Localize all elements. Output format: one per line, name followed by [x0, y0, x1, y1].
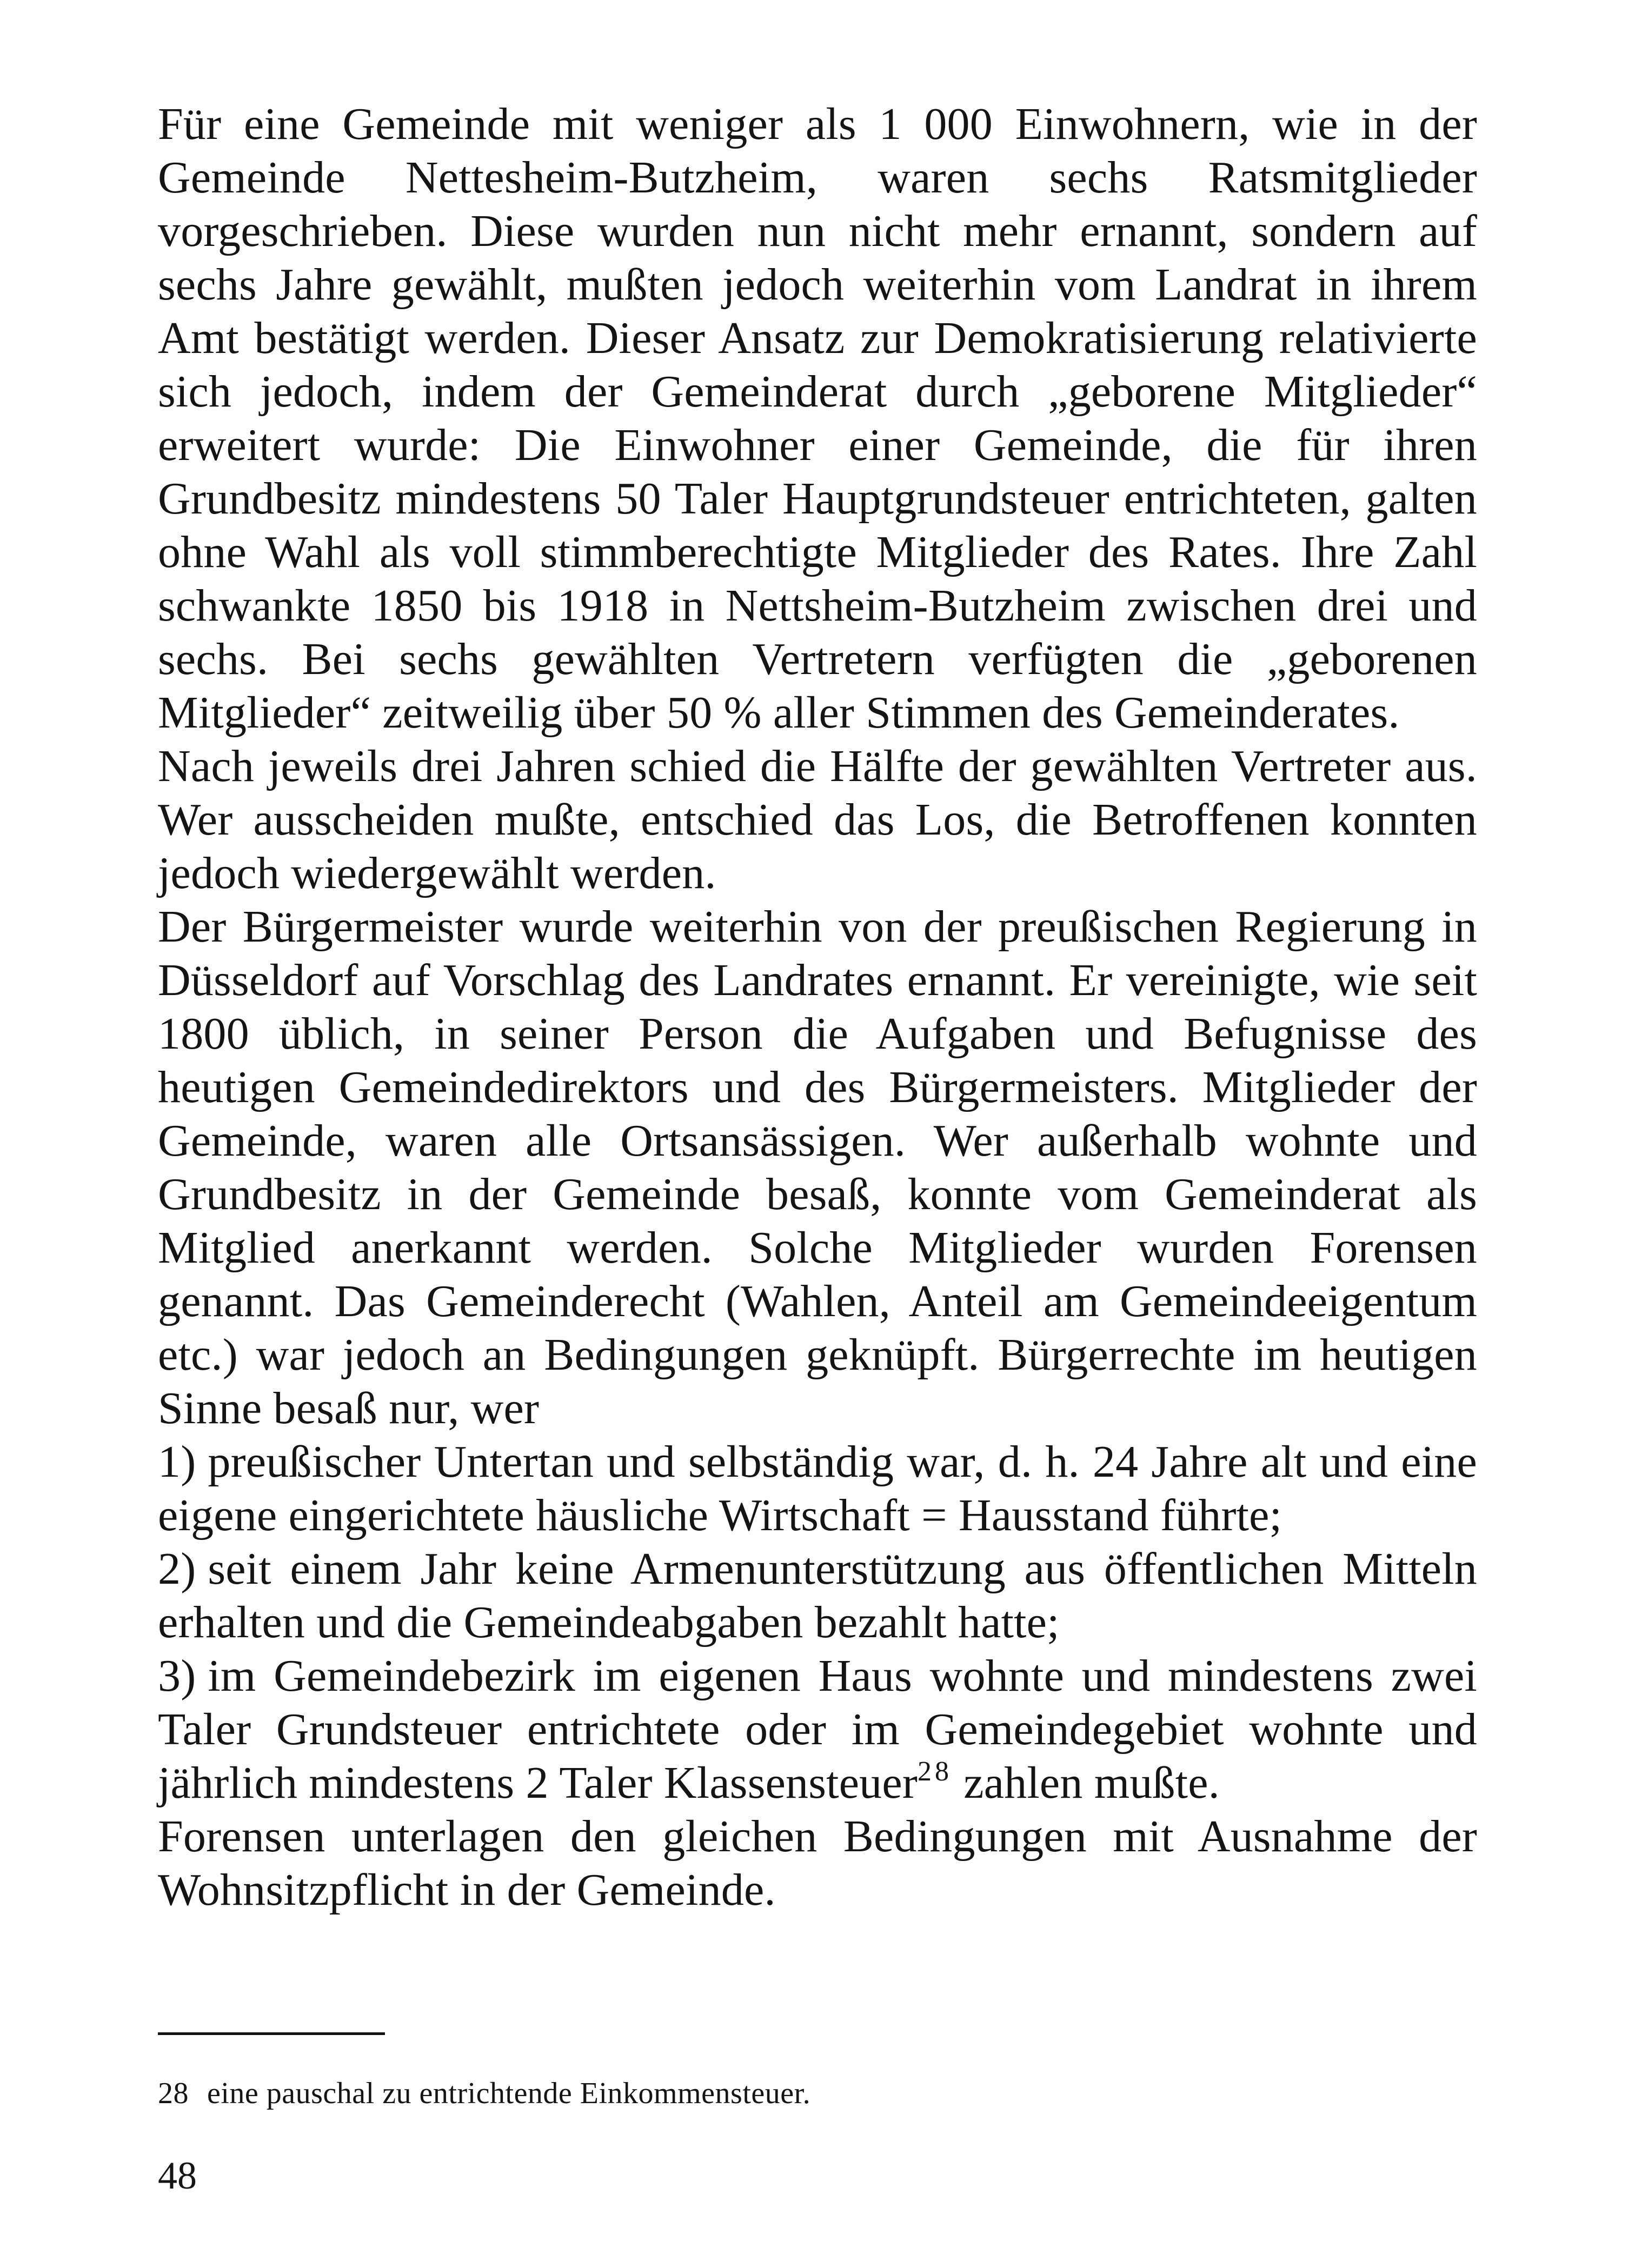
footnote [158, 2074, 810, 2112]
footnote-reference: 28 [918, 1756, 953, 1787]
list-item-1 [158, 1435, 1477, 1542]
list-number: 3) [158, 1651, 196, 1701]
footnote-number: 28 [158, 2077, 189, 2110]
list-item-text: seit einem Jahr keine Armenunterstützung aus öffentlichen Mitteln erhalten und die Gemeindeabgaben bezahlt hatte; [158, 1544, 1477, 1647]
paragraph-1: Für eine Gemeinde mit weniger als 1 000 Einwohnern, wie in der Gemeinde Nettesheim-Butzheim, waren sechs Ratsmitglieder vorgeschrieben. Diese wurden nun nicht mehr ernannt, sondern auf sechs Jahre gewählt, mußten jedoch weiterhin vom Landrat in ihrem Amt bestätigt werden. Dieser Ansatz zur Demokratisierung relativierte sich jedoch, indem der Gemeinderat durch „geborene Mitglieder“ erweitert wurde: Die Einwohner einer Gemeinde, die für ihren Grundbesitz mindestens 50 Taler Hauptgrundsteuer entrichteten, galten ohne Wahl als voll stimmberechtigte Mitglieder des Rates. Ihre Zahl schwankte 1850 bis 1918 in Nettsheim-Butzheim zwischen drei und sechs. Bei sechs gewählten Vertretern verfügten die „geborenen Mitglieder“ zeitweilig über 50 % aller Stimmen des Gemeinderates. [158, 99, 1477, 738]
page-number: 48 [158, 2154, 197, 2197]
list-item-text: im Gemeindebezirk im eigenen Haus wohnte und mindestens zwei Taler Grundsteuer entrichtete oder im Gemeindegebiet wohnte und jährlich mindestens 2 Taler Klassensteuer [158, 1651, 1477, 1808]
list-item-3 [158, 1649, 1477, 1810]
list-item-text: preußischer Untertan und selbständig war, d. h. 24 Jahre alt und eine eigene eingerichtete häusliche Wirtschaft = Hausstand führte; [158, 1437, 1477, 1540]
list-number: 2) [158, 1544, 196, 1594]
footnote-divider [158, 2032, 385, 2035]
main-text [158, 97, 1477, 1917]
list-number: 1) [158, 1437, 196, 1487]
paragraph-3: Der Bürgermeister wurde weiterhin von der preußischen Regierung in Düsseldorf auf Vorschlag des Landrates ernannt. Er vereinigte, wie seit 1800 üblich, in seiner Person die Aufgaben und Befugnisse des heutigen Gemeindedirektors und des Bürgermeisters. Mitglieder der Gemeinde, waren alle Ortsansässigen. Wer außerhalb wohnte und Grundbesitz in der Gemeinde besaß, konnte vom Gemeinderat als Mitglied anerkannt werden. Solche Mitglieder wurden Forensen genannt. Das Gemeinderecht (Wahlen, Anteil am Gemeindeeigentum etc.) war jedoch an Bedingungen geknüpft. Bürgerrechte im heutigen Sinne besaß nur, wer [158, 902, 1477, 1433]
list-item-2 [158, 1542, 1477, 1649]
paragraph-closing: Forensen unterlagen den gleichen Bedingungen mit Ausnahme der Wohnsitzpflicht in der Gemeinde. [158, 1811, 1477, 1915]
paragraph-2: Nach jeweils drei Jahren schied die Hälfte der gewählten Vertreter aus. Wer ausscheiden mußte, entschied das Los, die Betroffenen konnten jedoch wiedergewählt werden. [158, 741, 1477, 898]
list-item-text-end: zahlen mußte. [952, 1758, 1220, 1808]
footnote-text: eine pauschal zu entrichtende Einkommensteuer. [207, 2077, 811, 2110]
